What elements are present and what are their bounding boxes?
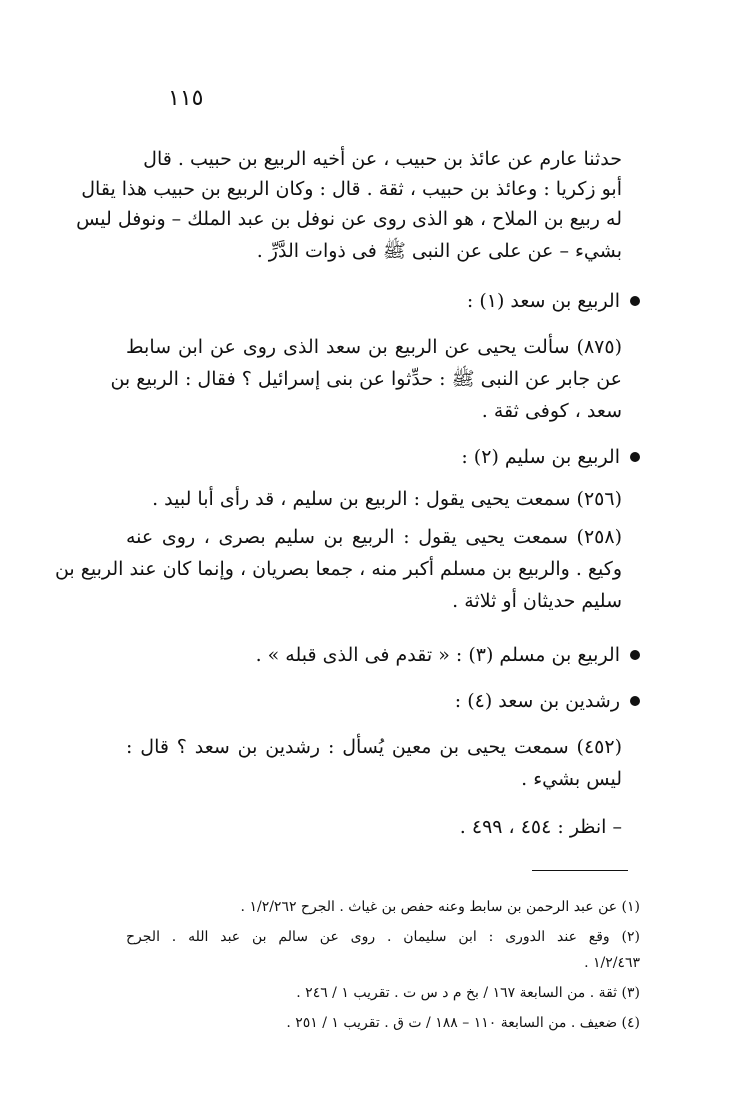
text-line: عن جابر عن النبى ﷺ : حدِّثوا عن بنى إسرائيل ؟ فقال : الربيع بن (110, 368, 622, 390)
footnote-continuation: ١/٢/٤٦٣ . (584, 955, 640, 971)
text-line: ليس بشيء . (521, 768, 622, 790)
bullet (630, 452, 640, 462)
bullet (630, 296, 640, 306)
entry-heading: الربيع بن سليم (٢) : (461, 446, 620, 468)
text-line: بشيء – عن على عن النبى ﷺ فى ذوات الدَّرِّ . (256, 240, 622, 262)
footnote: (٢) وقع عند الدورى : ابن سليمان . روى عن سالم بن عبد الله . الجرح (126, 929, 640, 945)
entry-heading: الربيع بن سعد (١) : (466, 290, 620, 312)
text-line: – انظر : ٤٥٤ ، ٤٩٩ . (459, 816, 622, 838)
entry-heading: رشدين بن سعد (٤) : (454, 690, 620, 712)
text-line: سليم حديثان أو ثلاثة . (452, 590, 622, 612)
text-line: له ربيع بن الملاح ، هو الذى روى عن نوفل بن عبد الملك – ونوفل ليس (76, 208, 622, 230)
footnote: (٤) ضعيف . من السابعة ١١٠ – ١٨٨ / ت ق . تقريب ١ / ٢٥١ . (286, 1015, 640, 1031)
text-line: (٤٥٢) سمعت يحيى بن معين يُسأل : رشدين بن سعد ؟ قال : (126, 736, 622, 758)
text-line: (٢٥٦) سمعت يحيى يقول : الربيع بن سليم ، قد رأى أبا لبيد . (152, 488, 622, 510)
text-line: سعد ، كوفى ثقة . (481, 400, 622, 422)
footnote-separator (532, 870, 628, 871)
text-line: (٢٥٨) سمعت يحيى يقول : الربيع بن سليم بصرى ، روى عنه (126, 526, 622, 548)
bullet (630, 650, 640, 660)
text-line: (٨٧٥) سألت يحيى عن الربيع بن سعد الذى روى عن ابن سابط (126, 336, 622, 358)
footnote: (٣) ثقة . من السابعة ١٦٧ / بخ م د س ت . تقريب ١ / ٢٤٦ . (296, 985, 640, 1001)
text-line: وكيع . والربيع بن مسلم أكبر منه ، جمعا بصريان ، وإنما كان عند الربيع بن (54, 558, 622, 580)
bullet (630, 696, 640, 706)
footnote: (١) عن عبد الرحمن بن سابط وعنه حفص بن غياث . الجرح ١/٢/٢٦٢ . (240, 899, 640, 915)
page-number: ١١٥ (168, 86, 204, 111)
text-line: حدثنا عارم عن عائذ بن حبيب ، عن أخيه الربيع بن حبيب . قال (143, 148, 622, 170)
entry-heading: الربيع بن مسلم (٣) : « تقدم فى الذى قبله » . (255, 644, 620, 666)
text-line: أبو زكريا : وعائذ بن حبيب ، ثقة . قال : وكان الربيع بن حبيب هذا يقال (81, 178, 622, 200)
